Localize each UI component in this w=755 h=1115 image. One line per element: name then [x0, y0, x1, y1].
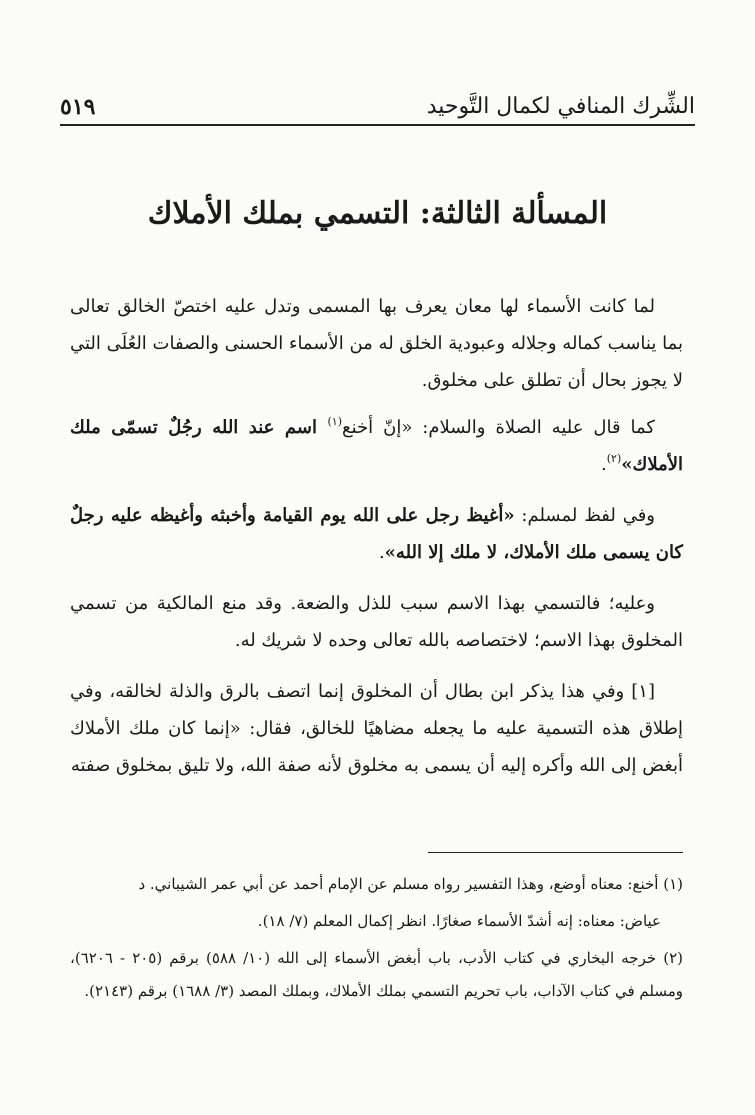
- paragraph-1: لما كانت الأسماء لها معان يعرف بها المسمى وتدل عليه اختصّ الخالق تعالى بما يناسب كماله وجلاله وعبودية الخلق له من الأسماء الحسنى والصفات العُلَى التي لا يجوز بحال أن تطلق على مخلوق.: [70, 296, 683, 391]
- page-header: [60, 78, 695, 118]
- paragraph-2: [70, 409, 683, 483]
- page-number: ٥١٩: [60, 94, 96, 120]
- paragraph-3: [70, 497, 683, 571]
- footnote-rule: [428, 852, 683, 853]
- body-text: [70, 288, 683, 798]
- hadith-text: اسم عند الله رجُلٌ تسمّى ملك الأملاك»: [70, 417, 683, 475]
- footnote-ref-2[interactable]: (٢): [606, 452, 622, 465]
- footnotes: [70, 868, 683, 1012]
- footnote-ref-1[interactable]: (١): [327, 415, 343, 428]
- footnote-1-line-1: (١) أخنع: معناه أوضع، وهذا التفسير رواه مسلم عن الإمام أحمد عن أبي عمر الشيباني. د: [138, 875, 683, 893]
- muslim-end: .: [378, 542, 385, 563]
- hadith-end: .: [601, 454, 607, 475]
- muslim-hadith: «أغيظ رجل على الله يوم القيامة وأخبثه وأغيظه عليه رجلٌ كان يسمى ملك الأملاك، لا ملك إلا الله»: [70, 505, 683, 563]
- paragraph-4: وعليه؛ فالتسمي بهذا الاسم سبب للذل والضعة. وقد منع المالكية من تسمي المخلوق بهذا الاسم؛ لاختصاصه بالله تعالى وحده لا شريك له.: [70, 593, 683, 651]
- footnote-1-line-2: عياض: معناه: إنه أشدّ الأسماء صغارًا. انظر إكمال المعلم (٧/ ١٨).: [257, 912, 661, 930]
- footnote-2: (٢) خرجه البخاري في كتاب الأدب، باب أبغض الأسماء إلى الله (١٠/ ٥٨٨) برقم (٢٠٥ - ٦٢٠٦)، ومسلم في كتاب الآداب، باب تحريم التسمي بملك الأملاك، وبملك المصد (٣/ ١٦٨٨) برقم (٢١٤٣).: [70, 949, 683, 1000]
- chapter-title: المسألة الثالثة: التسمي بملك الأملاك: [147, 196, 608, 231]
- running-title: الشِّرك المنافي لكمال التَّوحيد: [426, 94, 695, 119]
- header-rule: [60, 124, 695, 126]
- muslim-lead: وفي لفظ لمسلم:: [514, 505, 655, 526]
- paragraph-5: [١] وفي هذا يذكر ابن بطال أن المخلوق إنما اتصف بالرق والذلة لخالقه، وفي إطلاق هذه التسمية عليه ما يجعله مضاهيًا للخالق، فقال: «إنما كان ملك الأملاك أبغض إلى الله وأكره إليه أن يسمى به مخلوق لأنه صفة الله، ولا تليق بمخلوق صفته: [70, 681, 683, 776]
- hadith-lead: كما قال عليه الصلاة والسلام: «إنّ أخنع: [342, 417, 655, 438]
